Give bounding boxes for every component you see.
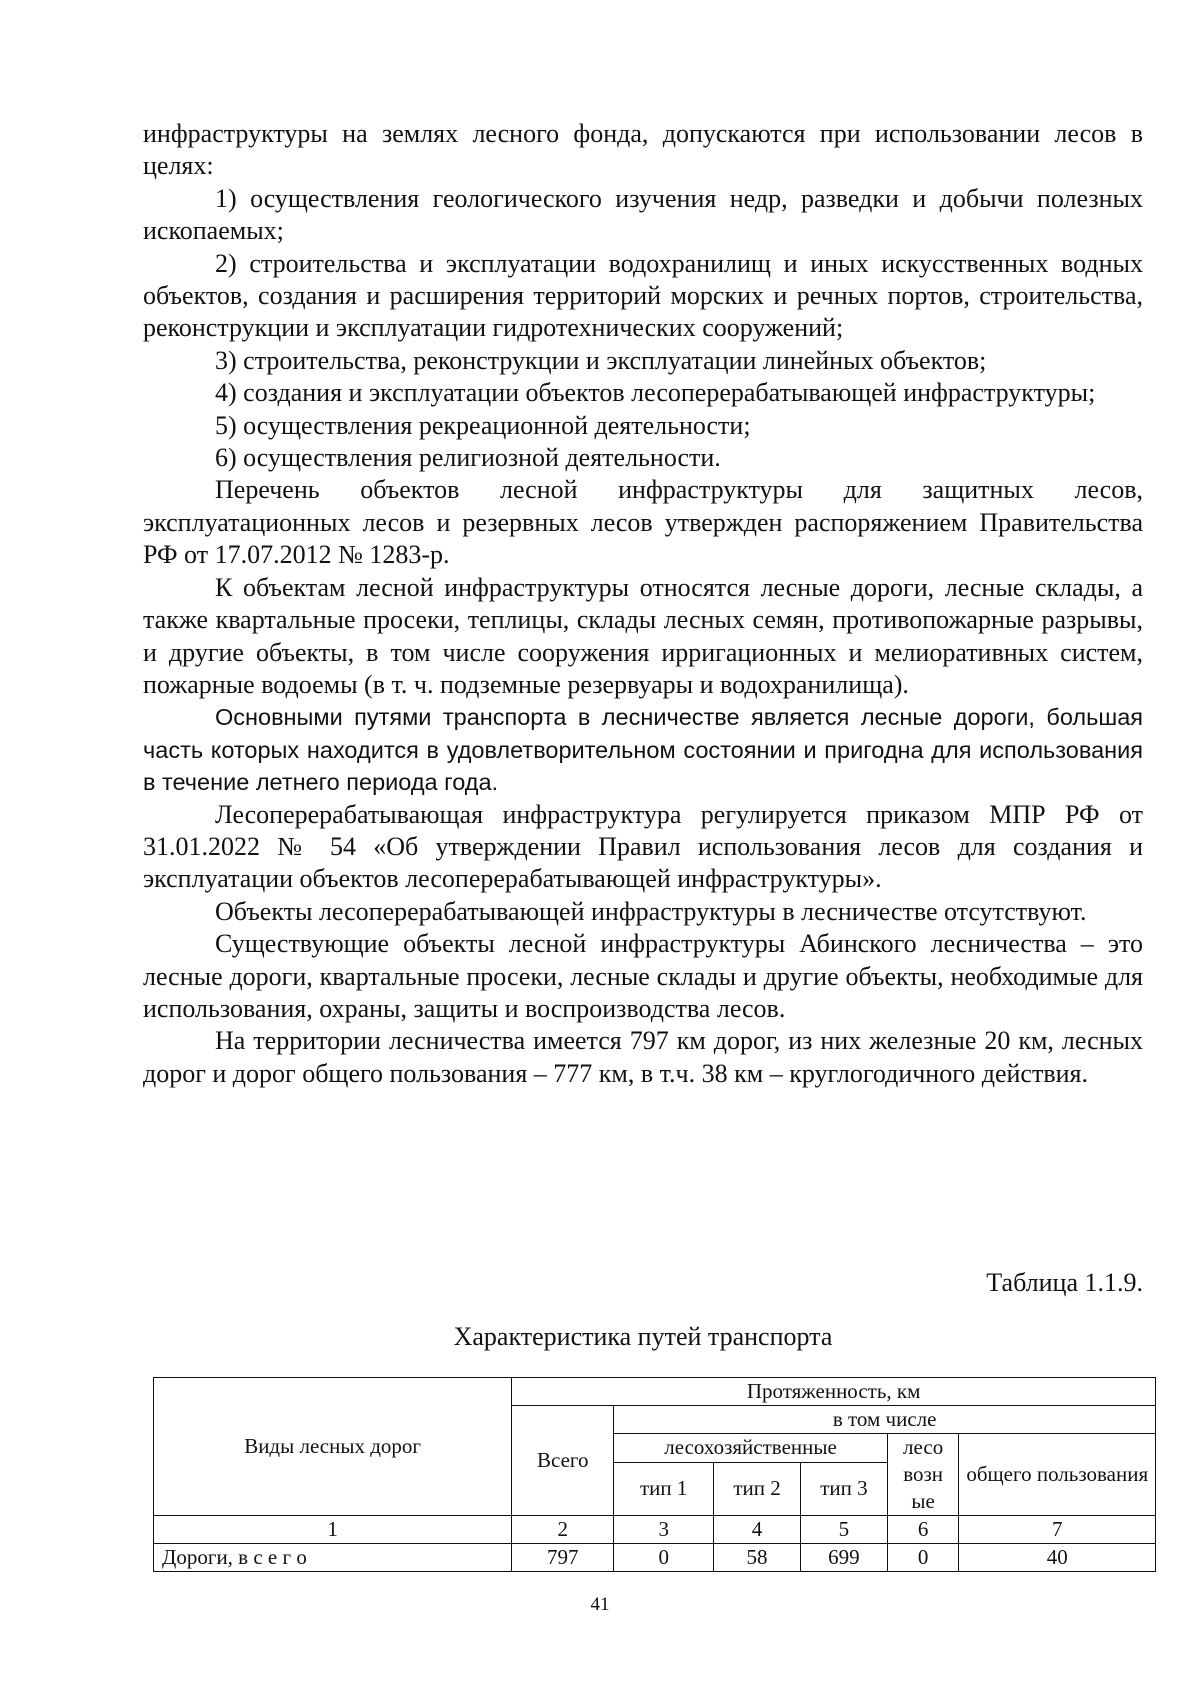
paragraph-intro: инфраструктуры на землях лесного фонда, допускаются при использовании лесов в целях: (143, 119, 1143, 181)
header-including: в том числе (614, 1406, 1156, 1434)
header-type1: тип 1 (614, 1462, 714, 1515)
paragraph-processing-regulation: Лесоперерабатывающая инфраструктура регулируется приказом МПР РФ от 31.01.2022 № 54 «Об утверждении Правил использования лесов для создания и эксплуатации объектов лесоперерабатывающей инфраструктуры». (143, 799, 1143, 894)
column-number: 1 (154, 1516, 512, 1544)
row-logging: 0 (887, 1544, 959, 1572)
column-number-row (154, 1516, 1156, 1544)
paragraph-existing-objects: Существующие объекты лесной инфраструктуры Абинского лесничества – это лесные дороги, квартальные просеки, лесные склады и другие объекты, необходимые для использования, охраны, защиты и воспроизводства лесов. (143, 929, 1143, 1023)
row-name: Дороги, в с е г о (154, 1544, 512, 1572)
table-row (154, 1544, 1156, 1572)
list-item-3: 3) строительства, реконструкции и эксплуатации линейных объектов; (215, 345, 987, 375)
row-total: 797 (512, 1544, 614, 1572)
column-number: 3 (614, 1516, 714, 1544)
column-number: 5 (800, 1516, 887, 1544)
page-number: 41 (590, 1594, 610, 1615)
list-item-6: 6) осуществления религиозной деятельности. (215, 443, 721, 473)
paragraph-list-approval: Перечень объектов лесной инфраструктуры для защитных лесов, эксплуатационных лесов и резервных лесов утвержден распоряжением Правительства РФ от 17.07.2012 № 1283-р. (143, 475, 1143, 570)
paragraph-processing-absent: Объекты лесоперерабатывающей инфраструктуры в лесничестве отсутствуют. (215, 896, 1087, 926)
header-total: Всего (512, 1406, 614, 1516)
row-type3: 699 (800, 1544, 887, 1572)
list-item-1: 1) осуществления геологического изучения недр, разведки и добычи полезных ископаемых; (143, 183, 1143, 246)
column-number: 4 (714, 1516, 801, 1544)
row-type2: 58 (714, 1544, 801, 1572)
header-logging: лесо возн ые (887, 1434, 959, 1516)
header-road-types: Виды лесных дорог (154, 1378, 512, 1516)
roads-table (153, 1377, 1156, 1572)
list-item-5: 5) осуществления рекреационной деятельности; (215, 410, 751, 440)
table-caption: Характеристика путей транспорта (453, 1322, 833, 1351)
header-type2: тип 2 (714, 1462, 801, 1515)
document-body (143, 118, 1143, 1090)
table-label: Таблица 1.1.9. (986, 1268, 1143, 1297)
header-forestry: лесохозяйственные (614, 1434, 888, 1463)
list-item-2: 2) строительства и эксплуатации водохранилищ и иных искусственных водных объектов, создания и расширения территорий морских и речных портов, строительства, реконструкции и эксплуатации гидротехнических сооружений; (143, 248, 1143, 343)
header-type3: тип 3 (800, 1462, 887, 1515)
list-item-4: 4) создания и эксплуатации объектов лесоперерабатывающей инфраструктуры; (215, 378, 1096, 408)
paragraph-transport-routes: Основными путями транспорта в лесничестве является лесные дороги, большая часть которых находится в удовлетворительном состоянии и пригодна для использования в течение летнего периода года. (143, 704, 1143, 796)
row-type1: 0 (614, 1544, 714, 1572)
row-public: 40 (959, 1544, 1156, 1572)
paragraph-infrastructure-objects: К объектам лесной инфраструктуры относятся лесные дороги, лесные склады, а также квартальные просеки, теплицы, склады лесных семян, противопожарные разрывы, и другие объекты, в том числе сооружения ирригационных и мелиоративных систем, пожарные водоемы (в т. ч. подземные резервуары и водохранилища). (143, 572, 1143, 699)
column-number: 6 (887, 1516, 959, 1544)
header-length: Протяженность, км (512, 1378, 1156, 1406)
column-number: 7 (959, 1516, 1156, 1544)
column-number: 2 (512, 1516, 614, 1544)
header-public: общего пользования (959, 1434, 1156, 1516)
paragraph-road-length: На территории лесничества имеется 797 км дорог, из них железные 20 км, лесных дорог и дорог общего пользования – 777 км, в т.ч. 38 км – круглогодичного действия. (143, 1026, 1143, 1088)
